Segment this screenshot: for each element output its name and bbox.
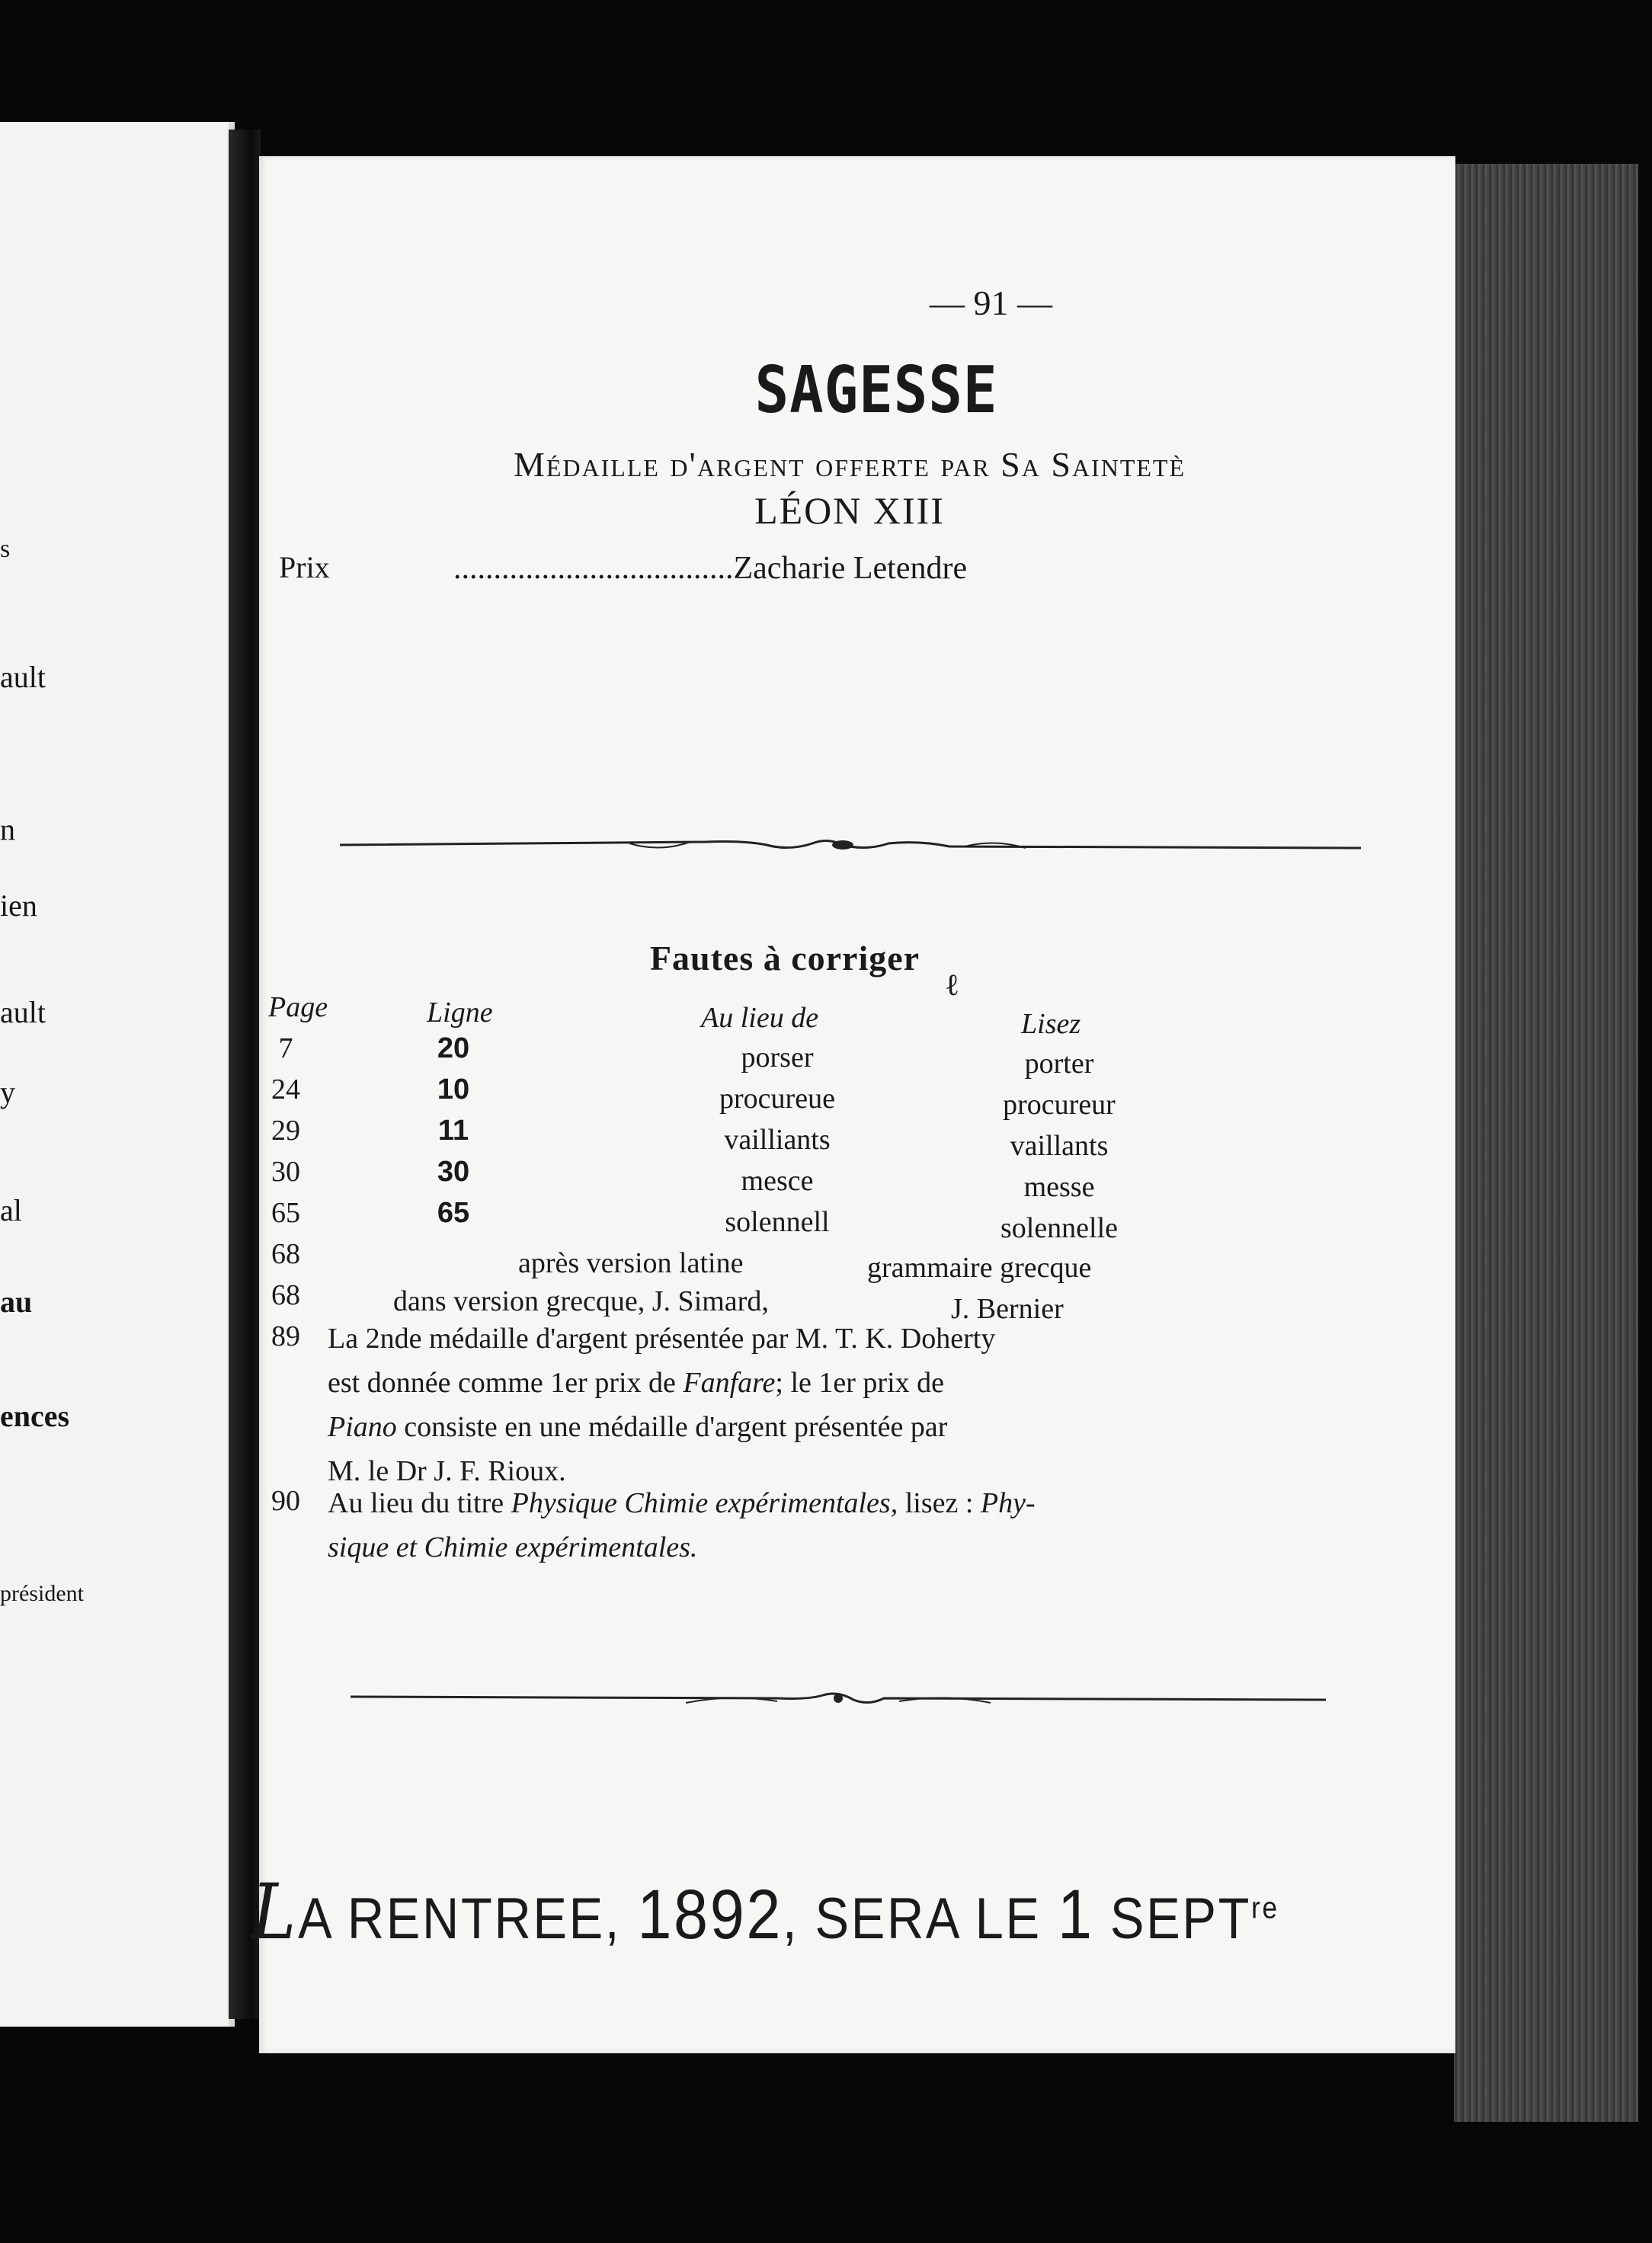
left-fragment-4: ien	[0, 888, 37, 923]
note-89-line-1: La 2nde médaille d'argent présentée par M. T. K. Doherty	[328, 1323, 996, 1355]
left-fragment-8: au	[0, 1285, 33, 1319]
note-89-text: ; le 1er prix de	[775, 1367, 944, 1399]
errata-page: 68	[271, 1238, 300, 1270]
errata-lisez: J. Bernier	[951, 1293, 1064, 1325]
errata-title: Fautes à corriger	[649, 939, 920, 978]
left-fragment-3: n	[0, 812, 15, 846]
left-fragment-6: y	[0, 1075, 15, 1109]
medal-description: Médaille d'argent offerte par Sa Saintetè	[513, 445, 1186, 484]
rentree-suffix: re	[1251, 1891, 1279, 1925]
note-90-line-2	[328, 1526, 697, 1569]
errata-header-ligne: Ligne	[427, 997, 493, 1029]
rentree-day: 1	[1057, 1876, 1094, 1953]
errata-lisez: grammaire grecque	[867, 1252, 1092, 1284]
rentree-year: 1892	[637, 1876, 783, 1953]
errata-au-lieu-de: solennell	[725, 1206, 830, 1238]
errata-mark: ℓ	[946, 968, 958, 1002]
medal-pope: LÉON XIII	[754, 489, 945, 532]
rentree-text: A RENTREE,	[298, 1886, 638, 1951]
rentree-text: SEPT	[1093, 1886, 1252, 1951]
left-fragment-10: président	[0, 1581, 84, 1606]
divider-flourish-top	[340, 827, 1361, 863]
left-fragment-5: ault	[0, 995, 46, 1029]
errata-ligne: 10	[437, 1074, 470, 1106]
note-90-page: 90	[271, 1485, 300, 1517]
errata-au-lieu-de: dans version grecque, J. Simard,	[393, 1285, 769, 1317]
book-page	[251, 156, 1455, 2053]
page-stack-edge	[1454, 164, 1638, 2122]
note-90-title: Physique Chimie expérimentales,	[511, 1487, 898, 1519]
errata-page: 68	[271, 1279, 300, 1311]
errata-lisez: vaillants	[1010, 1130, 1109, 1162]
rentree-announcement	[251, 1867, 1279, 1957]
left-fragment-2: ault	[0, 660, 46, 694]
errata-au-lieu-de: après version latine	[518, 1247, 744, 1279]
errata-ligne: 20	[437, 1032, 470, 1064]
errata-au-lieu-de: vailliants	[724, 1124, 831, 1156]
errata-lisez: procureur	[1003, 1089, 1116, 1121]
errata-ligne: 11	[437, 1115, 469, 1147]
prize-winner: ...................................Zacharie Letendre	[453, 551, 968, 586]
errata-lisez: solennelle	[1000, 1212, 1119, 1244]
divider-flourish-bottom	[351, 1680, 1326, 1717]
left-fragment-1: s	[0, 535, 11, 563]
rentree-text: , SERA LE	[783, 1886, 1058, 1951]
note-89-line-2	[328, 1361, 944, 1404]
ornate-initial: L	[251, 1867, 299, 1957]
errata-header-au-lieu-de: Au lieu de	[701, 1002, 819, 1034]
note-90-text: Au lieu du titre	[328, 1487, 511, 1519]
note-89-fanfare: Fanfare	[683, 1367, 776, 1399]
note-89-page: 89	[271, 1320, 300, 1352]
section-title: SAGESSE	[754, 352, 998, 428]
note-89-line-3	[328, 1406, 947, 1448]
left-fragment-9: ences	[0, 1399, 70, 1433]
prize-label: Prix	[279, 550, 330, 584]
note-89-line-4: M. le Dr J. F. Rioux.	[328, 1455, 566, 1487]
note-90-correction: Phy-	[980, 1487, 1036, 1519]
note-90-line-1	[328, 1482, 1036, 1525]
errata-page: 7	[278, 1032, 293, 1064]
errata-au-lieu-de: procureue	[719, 1083, 835, 1115]
previous-page	[0, 122, 235, 2027]
errata-ligne: 30	[437, 1156, 470, 1188]
errata-ligne: 65	[437, 1197, 470, 1229]
errata-au-lieu-de: porser	[741, 1042, 814, 1074]
errata-page: 65	[271, 1197, 300, 1229]
note-89-text: consiste en une médaille d'argent présentée par	[396, 1411, 948, 1443]
note-90-text: lisez :	[898, 1487, 981, 1519]
page-number: — 91 —	[930, 283, 1052, 322]
errata-header-page: Page	[268, 991, 328, 1023]
errata-page: 29	[271, 1115, 300, 1147]
left-fragment-7: al	[0, 1193, 22, 1227]
note-89-piano: Piano	[328, 1411, 397, 1443]
errata-lisez: messe	[1023, 1171, 1095, 1203]
errata-page: 24	[271, 1074, 300, 1106]
errata-lisez: porter	[1024, 1048, 1094, 1080]
errata-page: 30	[271, 1156, 300, 1188]
note-90-correction: sique et Chimie expérimentales.	[328, 1531, 698, 1563]
errata-au-lieu-de: mesce	[741, 1165, 814, 1197]
book-gutter	[229, 130, 261, 2019]
note-89-text: est donnée comme 1er prix de	[328, 1367, 684, 1399]
errata-header-lisez: Lisez	[1021, 1008, 1081, 1040]
